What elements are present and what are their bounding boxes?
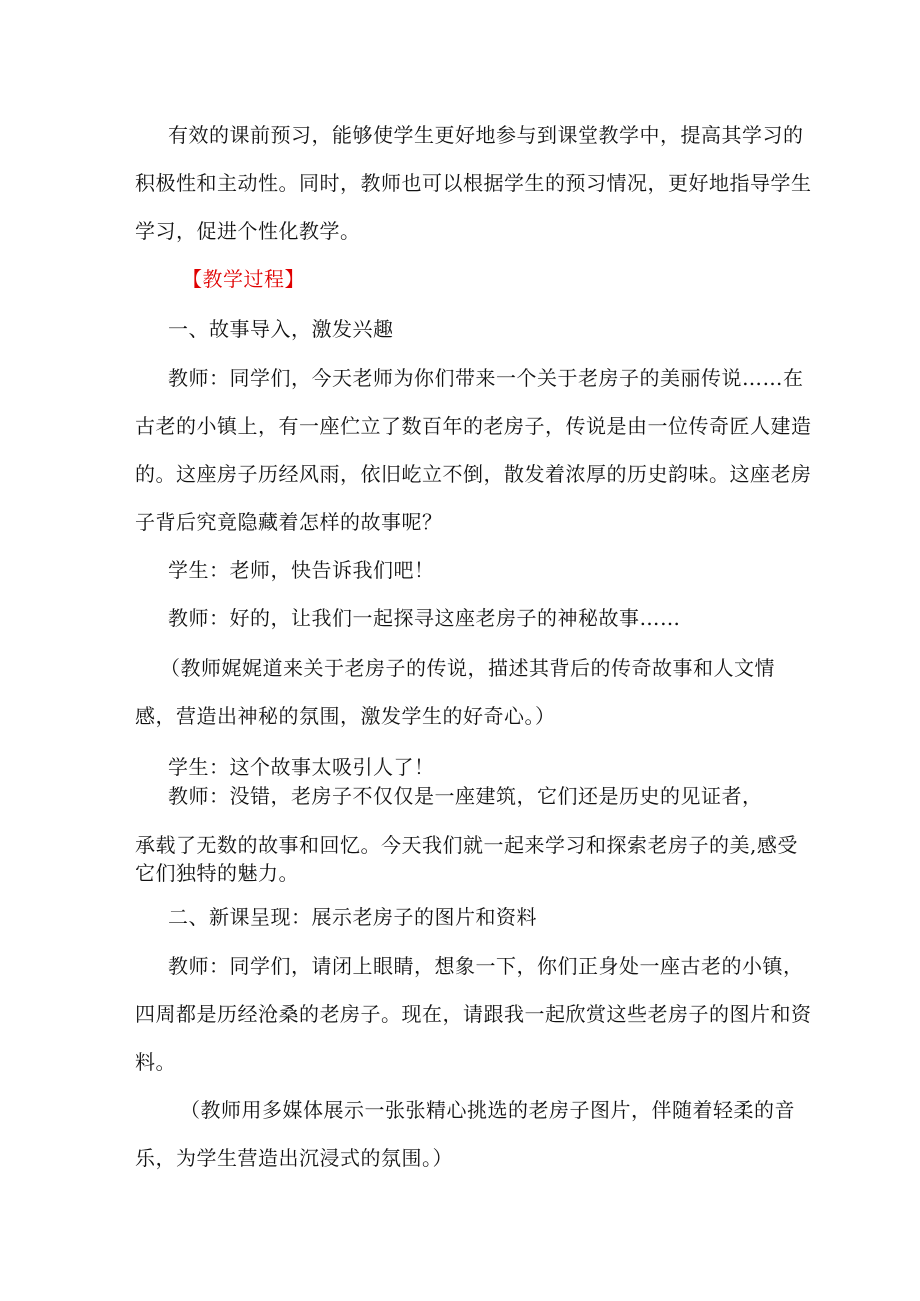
paragraph-line: 子背后究竟隐藏着怎样的故事呢？ <box>135 510 443 534</box>
paragraph-line: 学生：这个故事太吸引人了！ <box>168 755 435 779</box>
subsection-heading: 一、故事导入，激发兴趣 <box>168 317 394 341</box>
paragraph-line: 乐，为学生营造出沉浸式的氛围。） <box>135 1146 453 1170</box>
paragraph-line: 四周都是历经沧桑的老房子。现在，请跟我一起欣赏这些老房子的图片和资 <box>135 1002 812 1026</box>
paragraph-line: 它们独特的魅力。 <box>135 861 299 885</box>
paragraph-line: 教师：没错，老房子不仅仅是一座建筑，它们还是历史的见证者， <box>168 784 763 808</box>
paragraph-line: 教师：好的，让我们一起探寻这座老房子的神秘故事…… <box>168 606 681 630</box>
section-heading: 【教学过程】 <box>182 267 305 291</box>
paragraph-line: 学习，促进个性化教学。 <box>135 219 361 243</box>
paragraph-line: 有效的课前预习，能够使学生更好地参与到课堂教学中，提高其学习的 <box>168 123 804 147</box>
paragraph-line: （教师娓娓道来关于老房子的传说，描述其背后的传奇故事和人文情 <box>160 656 775 680</box>
paragraph-line: 承载了无数的故事和回忆。今天我们就一起来学习和探索老房子的美,感受 <box>135 833 798 857</box>
paragraph-line: 积极性和主动性。同时，教师也可以根据学生的预习情况，更好地指导学生 <box>135 171 812 195</box>
subsection-heading: 二、新课呈现：展示老房子的图片和资料 <box>168 905 537 929</box>
paragraph-line: 学生：老师，快告诉我们吧！ <box>168 558 435 582</box>
paragraph-line: （教师用多媒体展示一张张精心挑选的老房子图片，伴随着轻柔的音 <box>180 1098 795 1122</box>
paragraph-line: 料。 <box>135 1050 176 1074</box>
paragraph-line: 教师：同学们，请闭上眼睛，想象一下，你们正身处一座古老的小镇， <box>168 954 804 978</box>
paragraph-line: 古老的小镇上，有一座伫立了数百年的老房子，传说是由一位传奇匠人建造 <box>135 414 812 438</box>
paragraph-line: 的。这座房子历经风雨，依旧屹立不倒，散发着浓厚的历史韵味。这座老房 <box>135 462 812 486</box>
paragraph-line: 感，营造出神秘的氛围，激发学生的好奇心。） <box>135 704 556 728</box>
paragraph-line: 教师：同学们，今天老师为你们带来一个关于老房子的美丽传说……在 <box>168 366 804 390</box>
